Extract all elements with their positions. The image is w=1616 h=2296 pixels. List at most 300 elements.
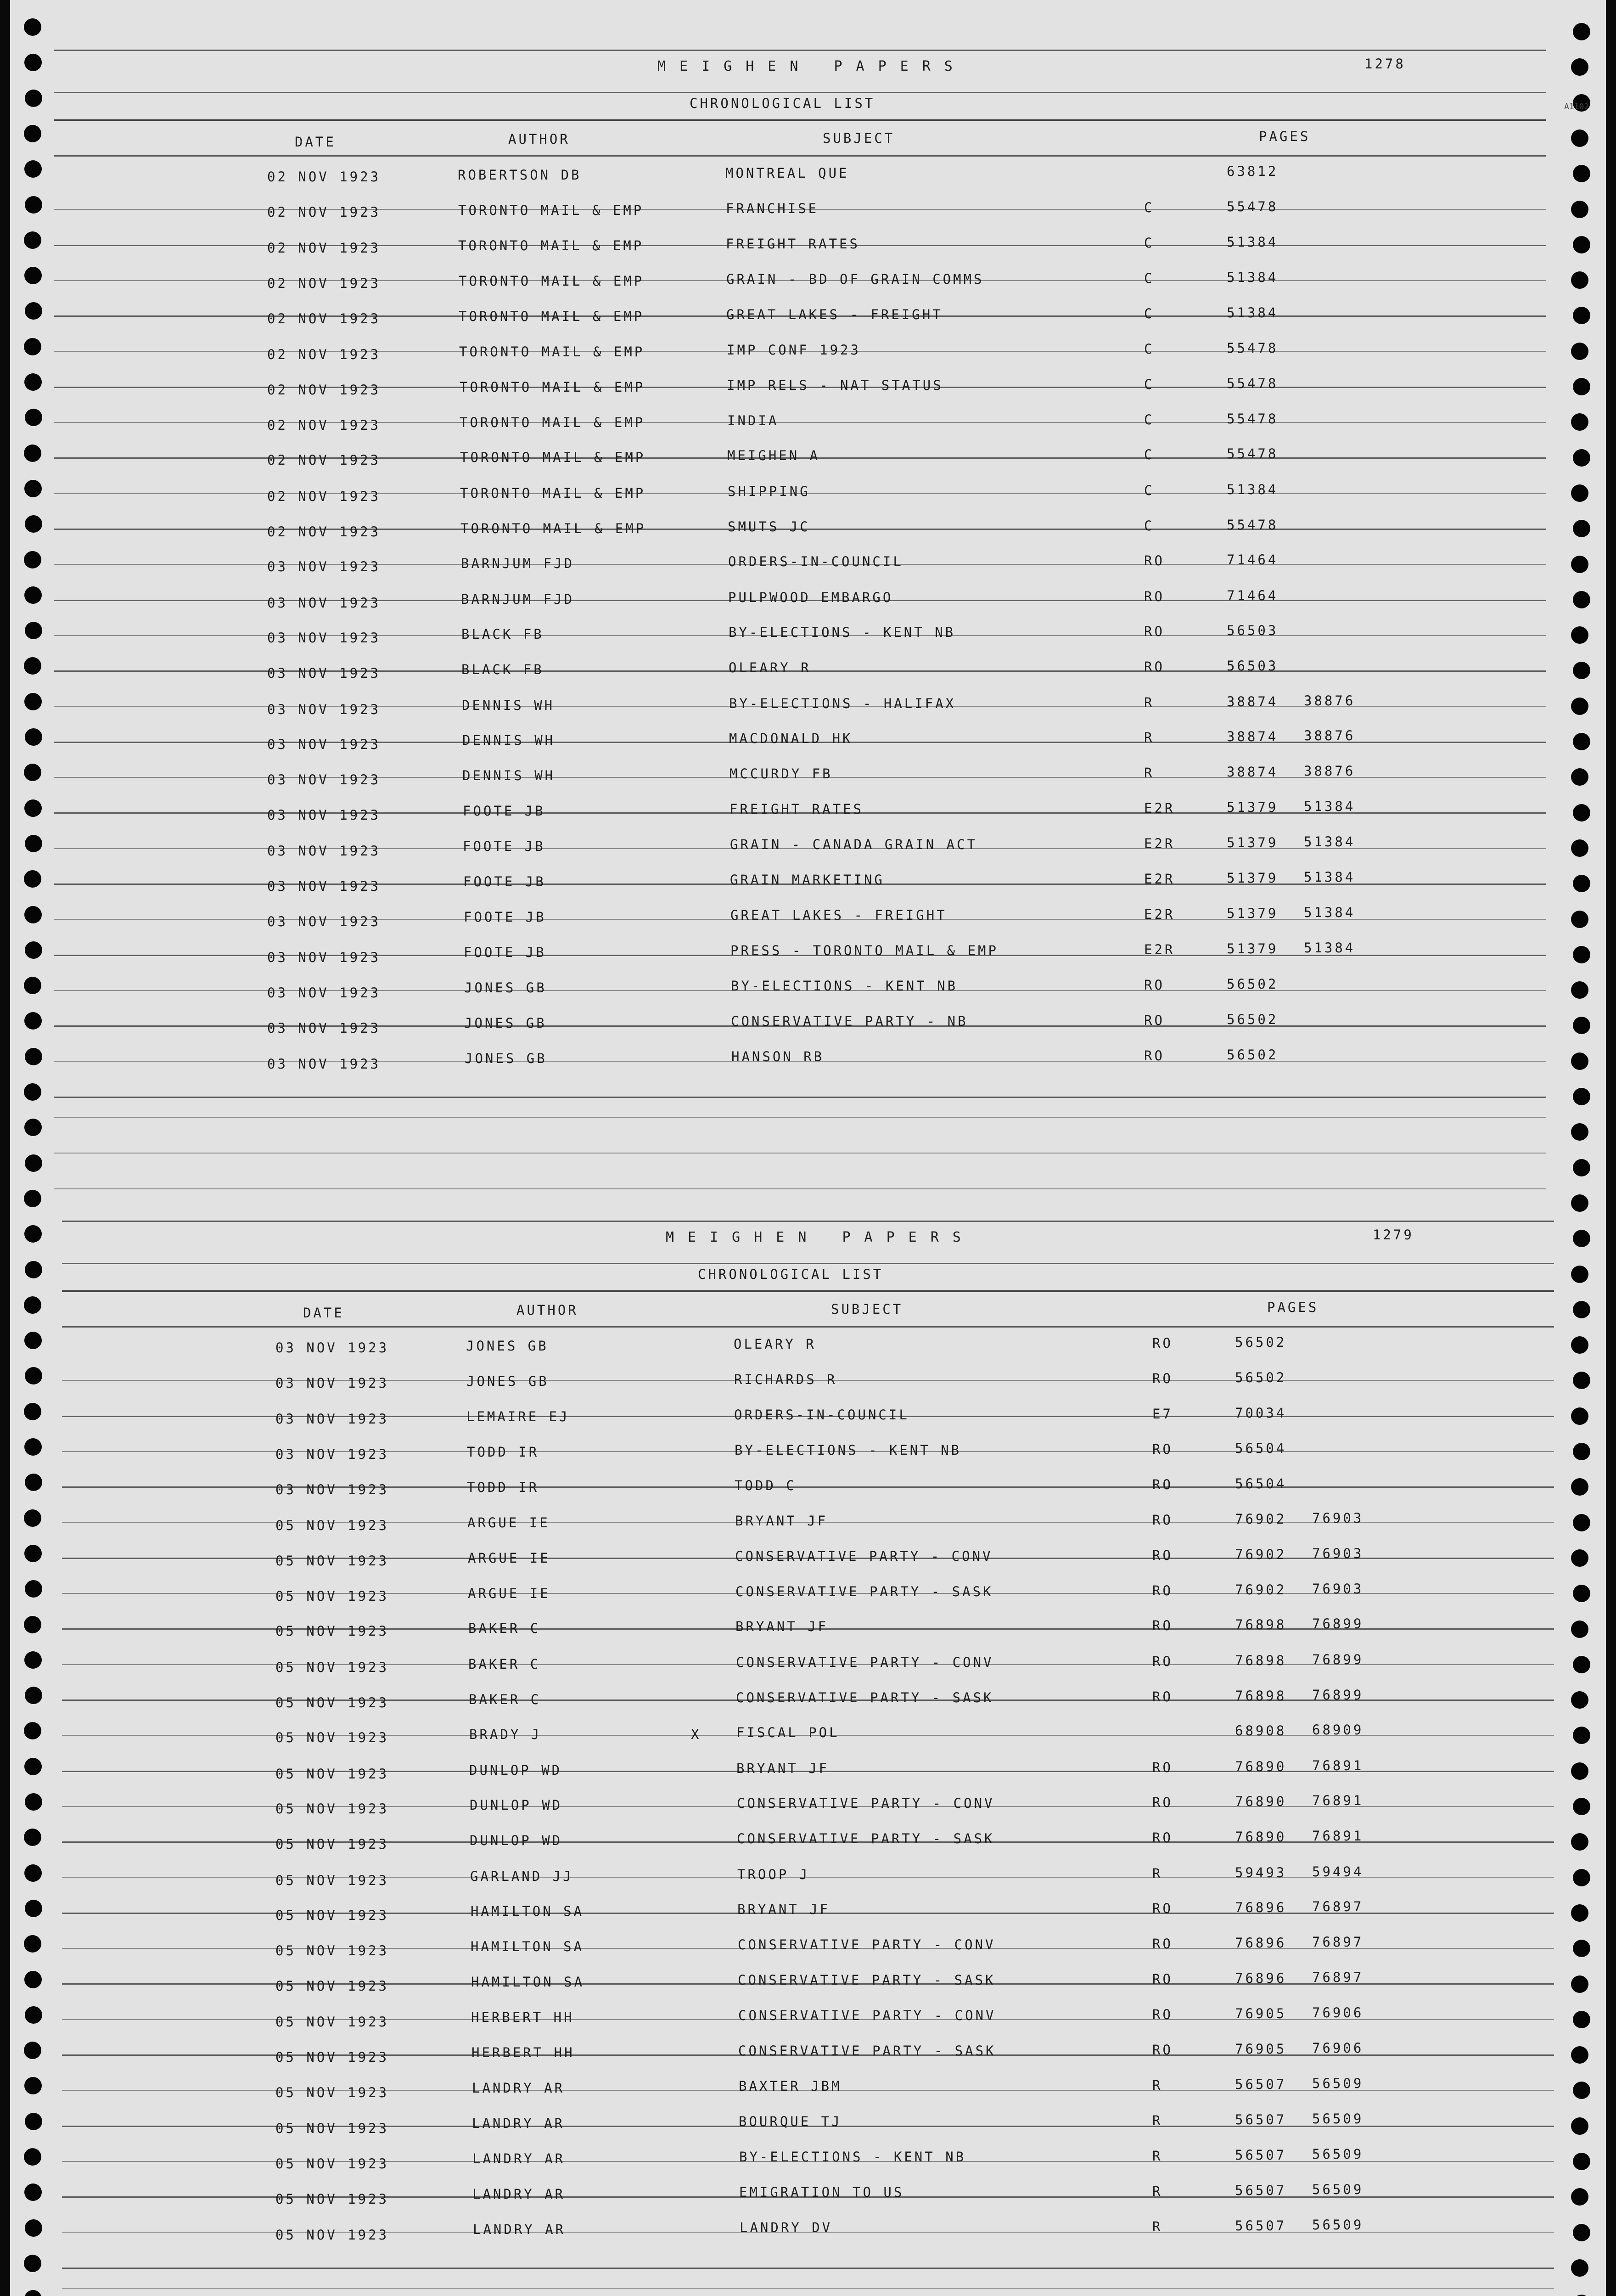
row-code: RO [1152,1759,1173,1775]
margin-mark: A1102 [1564,102,1589,112]
row-code: C [1144,482,1155,498]
row-page-end: 76897 [1312,1970,1364,1986]
row-subject: MEIGHEN A [727,448,820,464]
row-page-start: 76890 [1235,1829,1287,1845]
row-page-start: 56504 [1235,1476,1287,1492]
row-date: 05 NOV 1923 [275,1588,389,1604]
row-page-start: 59493 [1235,1864,1287,1880]
row-author: ARGUE IE [467,1514,550,1531]
row-code: RO [1152,1971,1173,1987]
row-author: JONES GB [466,1338,549,1354]
row-subject: SMUTS JC [728,519,810,535]
row-author: BLACK FB [461,626,544,642]
row-code: C [1144,412,1155,428]
row-date: 05 NOV 1923 [275,1730,389,1746]
row-author: JONES GB [465,1050,547,1066]
row-page-end: 59494 [1312,1863,1364,1880]
row-page-end: 56509 [1312,2110,1364,2127]
list-title: CHRONOLOGICAL LIST [690,96,875,111]
row-page-start: 51379 [1227,906,1279,922]
row-page-start: 76905 [1235,2005,1287,2021]
row-date: 05 NOV 1923 [275,1659,389,1675]
column-header-subject: SUBJECT [823,130,895,146]
row-code: RO [1152,1830,1173,1846]
row-page-start: 76898 [1235,1688,1287,1704]
row-subject: BAXTER JBM [739,2078,842,2094]
row-subject: CONSERVATIVE PARTY - SASK [736,1690,994,1705]
row-subject: OLEARY R [734,1336,816,1352]
row-page-end: 76906 [1312,2040,1364,2056]
row-subject: BOURQUE TJ [739,2113,842,2129]
row-date: 02 NOV 1923 [267,452,381,468]
row-date: 03 NOV 1923 [267,736,381,752]
row-date: 03 NOV 1923 [267,1020,381,1036]
row-page-start: 56504 [1235,1440,1287,1456]
row-author: LANDRY AR [472,2115,565,2131]
row-code: RO [1144,659,1165,675]
row-date: 03 NOV 1923 [275,1446,389,1462]
row-code: RO [1144,588,1165,604]
row-author: BAKER C [468,1656,541,1672]
row-author: LANDRY AR [472,2186,566,2202]
row-code: C [1144,518,1155,534]
row-page-start: 55478 [1227,199,1279,215]
list-title: CHRONOLOGICAL LIST [698,1266,884,1282]
row-author: TORONTO MAIL & EMP [458,203,644,219]
row-page-start: 56502 [1227,1047,1279,1063]
row-subject: BY-ELECTIONS - KENT NB [731,978,958,994]
row-code: RO [1144,623,1165,639]
row-page-end: 56509 [1312,2182,1364,2198]
row-date: 03 NOV 1923 [275,1340,389,1356]
row-author: TORONTO MAIL & EMP [460,379,645,395]
row-code: C [1144,306,1155,322]
row-subject: MACDONALD HK [729,730,853,746]
row-date: 05 NOV 1923 [275,2014,389,2030]
row-author: FOOTE JB [463,838,545,854]
row-code: C [1144,341,1155,357]
row-subject: GREAT LAKES - FREIGHT [726,307,943,323]
header-rule [54,92,1546,93]
row-page-start: 51379 [1227,870,1279,886]
row-page-start: 76902 [1235,1546,1287,1562]
list-title-rule [62,1290,1554,1292]
row-subject: CONSERVATIVE PARTY - SASK [738,1972,996,1988]
row-date: 05 NOV 1923 [275,2120,389,2136]
row-page-start: 56507 [1235,2217,1287,2234]
row-author: LANDRY AR [472,2080,565,2096]
row-subject: GRAIN - CANADA GRAIN ACT [730,836,978,852]
row-page-end: 76897 [1312,1898,1364,1914]
row-author: JONES GB [466,1373,549,1390]
row-page-start: 68908 [1235,1723,1287,1739]
row-date: 02 NOV 1923 [267,382,381,398]
row-code: R [1152,2183,1163,2200]
row-subject: CONSERVATIVE PARTY - SASK [737,1831,995,1847]
row-page-end: 56509 [1312,2146,1364,2162]
row-subject: INDIA [727,413,779,429]
row-code: R [1152,2112,1163,2128]
row-subject: CONSERVATIVE PARTY - NB [731,1013,968,1030]
row-page-start: 76898 [1235,1652,1287,1668]
row-date: 03 NOV 1923 [267,701,381,717]
row-code: C [1144,270,1155,286]
list-title-rule [54,119,1546,121]
row-subject: ORDERS-IN-COUNCIL [734,1407,909,1423]
row-code: RO [1152,2006,1173,2022]
row-subject: CONSERVATIVE PARTY - CONV [736,1654,994,1670]
row-date: 02 NOV 1923 [267,346,381,362]
row-page-start: 51379 [1227,940,1279,957]
row-page-end: 38876 [1304,763,1356,779]
row-author: TORONTO MAIL & EMP [459,309,645,325]
row-page-start: 56503 [1227,658,1279,674]
row-page-end: 51384 [1304,833,1356,850]
row-page-start: 76896 [1235,1899,1287,1915]
row-date: 02 NOV 1923 [267,488,381,504]
row-code: RO [1152,1618,1173,1634]
row-page-end: 38876 [1304,727,1356,743]
row-subject: FISCAL POL [736,1725,840,1741]
row-subject: PRESS - TORONTO MAIL & EMP [730,942,999,958]
row-code: C [1144,447,1155,463]
row-page-start: 55478 [1227,340,1279,356]
row-code: R [1144,694,1155,710]
row-page-end: 51384 [1304,940,1356,956]
row-subject: CONSERVATIVE PARTY - CONV [735,1548,993,1564]
page-number: 1278 [1364,56,1406,72]
row-page-start: 71464 [1227,587,1279,603]
row-subject: GRAIN MARKETING [730,872,885,888]
row-subject: CONSERVATIVE PARTY - CONV [737,1795,995,1811]
row-author: TORONTO MAIL & EMP [459,273,645,289]
row-page-end: 56509 [1312,2076,1364,2092]
row-code: RO [1152,1371,1173,1387]
row-date: 02 NOV 1923 [267,275,381,291]
row-subject: ORDERS-IN-COUNCIL [728,554,903,570]
row-date: 05 NOV 1923 [275,1872,389,1888]
row-page-end: 76899 [1312,1616,1364,1632]
blank-rule [54,1153,1546,1154]
printout-paper [10,0,1606,2296]
row-author: HAMILTON SA [471,1903,584,1919]
row-date: 05 NOV 1923 [275,1623,389,1639]
row-page-start: 56503 [1227,622,1279,638]
list-row [10,375,1606,424]
row-page-start: 56507 [1235,2147,1287,2163]
column-header-pages: PAGES [1259,129,1311,144]
row-page-end: 51384 [1304,869,1356,885]
row-page-start: 51384 [1227,481,1279,497]
row-author: TORONTO MAIL & EMP [460,415,645,431]
row-code: R [1152,2077,1163,2093]
row-author: LANDRY AR [473,2221,566,2237]
row-page-start: 55478 [1227,411,1279,427]
row-date: 03 NOV 1923 [267,843,381,859]
row-page-start: 51379 [1227,799,1279,816]
row-code: C [1144,200,1155,216]
row-subject: OLEARY R [729,660,811,676]
row-author: JONES GB [464,979,547,996]
row-author: FOOTE JB [463,803,545,819]
column-header-subject: SUBJECT [831,1301,903,1317]
row-subject: TODD C [735,1478,797,1494]
row-page-end: 76891 [1312,1792,1364,1808]
row-author: BAKER C [468,1621,541,1637]
row-date: 05 NOV 1923 [275,2227,389,2243]
row-subject: FRANCHISE [726,201,819,217]
row-author: LEMAIRE EJ [466,1408,570,1424]
row-code: RO [1152,1477,1173,1493]
row-page-end: 51384 [1304,799,1356,815]
row-page-start: 76905 [1235,2041,1287,2057]
row-page-start: 63812 [1227,163,1279,179]
row-page-start: 55478 [1227,375,1279,391]
row-subject: MCCURDY FB [729,766,833,782]
row-page-start: 71464 [1227,552,1279,568]
row-subject: BRYANT JF [737,1901,830,1917]
column-header-rule [62,1326,1554,1328]
row-code: RO [1144,1013,1165,1029]
list-row [10,1047,1606,1098]
row-page-end: 56509 [1312,2217,1364,2233]
column-header-date: DATE [295,134,336,150]
listing-sheet [10,1171,1606,2296]
row-subject: PULPWOOD EMBARGO [728,589,893,605]
row-page-end: 76903 [1312,1510,1364,1526]
row-code: C [1144,235,1155,251]
row-author: TODD IR [467,1480,539,1496]
row-page-start: 76890 [1235,1758,1287,1774]
row-page-end: 76903 [1312,1545,1364,1561]
row-page-start: 55478 [1227,517,1279,533]
row-page-start: 55478 [1227,446,1279,462]
row-code: RO [1152,1547,1173,1563]
row-author: DUNLOP WD [470,1797,563,1813]
row-date: 05 NOV 1923 [275,1695,389,1711]
row-subject: SHIPPING [728,483,810,499]
row-page-start: 56502 [1227,1012,1279,1028]
row-author: TORONTO MAIL & EMP [459,343,645,360]
row-subject: BY-ELECTIONS - KENT NB [729,624,956,640]
row-code: RO [1144,553,1165,569]
row-page-start: 51384 [1227,269,1279,285]
row-page-start: 51379 [1227,834,1279,850]
row-author: HERBERT HH [471,2045,575,2060]
row-author: BARNJUM FJD [461,591,575,607]
row-page-start: 38874 [1227,764,1279,780]
row-subject: BRYANT JF [735,1619,829,1635]
row-subject: CONSERVATIVE PARTY - SASK [738,2043,996,2059]
row-subject: BY-ELECTIONS - HALIFAX [729,695,956,711]
row-subject: CONSERVATIVE PARTY - SASK [735,1584,993,1600]
row-subject: GREAT LAKES - FREIGHT [730,907,947,923]
row-code: RO [1144,1047,1165,1064]
row-page-start: 76890 [1235,1793,1287,1809]
perforation-line [62,1221,1554,1222]
row-page-start: 76896 [1235,1935,1287,1951]
row-date: 03 NOV 1923 [275,1482,389,1498]
header-rule [62,1263,1554,1264]
row-date: 05 NOV 1923 [275,1836,389,1852]
row-page-end: 38876 [1304,692,1356,709]
row-date: 03 NOV 1923 [267,665,381,681]
row-code: RO [1152,2042,1173,2058]
row-page-start: 76896 [1235,1970,1287,1986]
row-date: 02 NOV 1923 [267,169,381,185]
row-code: R [1144,729,1155,745]
row-code: RO [1152,1936,1173,1952]
row-code: E2R [1144,800,1175,816]
row-subject: TROOP J [737,1866,810,1882]
row-code: RO [1152,1583,1173,1599]
row-code: RO [1152,1794,1173,1810]
row-rule [54,1097,1546,1098]
column-header-pages: PAGES [1267,1300,1319,1315]
row-code: RO [1152,1441,1173,1457]
row-subject: RICHARDS R [734,1372,837,1388]
row-date: 05 NOV 1923 [275,1801,389,1817]
row-author: BRADY J [469,1727,542,1743]
row-code: RO [1152,1512,1173,1528]
row-flag: X [691,1727,701,1743]
row-date: 03 NOV 1923 [267,807,381,823]
row-subject: CONSERVATIVE PARTY - CONV [738,1937,996,1953]
row-author: HAMILTON SA [471,1974,585,1990]
row-author: ROBERTSON DB [458,167,582,183]
listing-sheet [10,0,1606,1176]
row-code: RO [1144,977,1165,993]
row-code: RO [1152,1653,1173,1669]
row-date: 05 NOV 1923 [275,2085,389,2101]
row-page-start: 56507 [1235,2183,1287,2199]
row-date: 02 NOV 1923 [267,240,381,256]
row-code: R [1144,765,1155,781]
row-page-end: 76897 [1312,1934,1364,1950]
row-page-start: 76898 [1235,1617,1287,1633]
row-subject: CONSERVATIVE PARTY - CONV [738,2007,996,2023]
row-author: DUNLOP WD [469,1762,562,1778]
row-date: 03 NOV 1923 [275,1375,389,1391]
row-author: BLACK FB [461,662,544,678]
row-subject: BY-ELECTIONS - KENT NB [739,2149,966,2165]
row-author: BAKER C [469,1692,541,1707]
column-header-date: DATE [303,1305,344,1321]
row-author: JONES GB [464,1015,547,1031]
column-header-author: AUTHOR [516,1302,578,1318]
row-subject: FREIGHT RATES [729,801,864,817]
row-code: RO [1152,1335,1173,1351]
row-page-end: 76903 [1312,1581,1364,1597]
row-subject: IMP RELS - NAT STATUS [727,377,943,393]
row-date: 05 NOV 1923 [275,1553,389,1569]
row-code: E2R [1144,906,1175,923]
row-author: DENNIS WH [462,768,556,784]
row-code: R [1152,2218,1163,2234]
row-rule [62,2268,1554,2269]
row-page-start: 56502 [1227,976,1279,992]
row-date: 05 NOV 1923 [275,2191,389,2207]
row-author: DENNIS WH [462,732,556,748]
row-date: 05 NOV 1923 [275,2049,389,2065]
row-date: 05 NOV 1923 [275,1907,389,1923]
row-author: DUNLOP WD [470,1833,563,1849]
row-date: 03 NOV 1923 [267,559,381,575]
row-date: 05 NOV 1923 [275,1766,389,1782]
row-page-end: 76891 [1312,1828,1364,1844]
row-author: FOOTE JB [464,909,546,925]
row-date: 02 NOV 1923 [267,311,381,327]
blank-rule [62,2288,1554,2289]
row-date: 02 NOV 1923 [267,417,381,433]
row-date: 02 NOV 1923 [267,204,381,220]
row-date: 03 NOV 1923 [267,985,381,1001]
row-page-start: 56507 [1235,2111,1287,2127]
row-date: 03 NOV 1923 [267,1056,381,1072]
row-date: 03 NOV 1923 [267,914,381,930]
row-subject: LANDRY DV [740,2219,833,2235]
row-page-start: 56502 [1235,1370,1287,1386]
row-code: C [1144,376,1155,392]
row-author: LANDRY AR [472,2150,566,2167]
row-date: 03 NOV 1923 [267,595,381,611]
row-date: 05 NOV 1923 [275,2155,389,2172]
row-page-end: 51384 [1304,905,1356,921]
row-date: 03 NOV 1923 [267,630,381,646]
row-subject: EMIGRATION TO US [739,2184,904,2200]
row-author: ARGUE IE [468,1550,550,1566]
page-number: 1279 [1373,1227,1414,1243]
row-date: 05 NOV 1923 [275,1517,389,1533]
row-author: TODD IR [467,1444,539,1460]
row-page-start: 51384 [1227,305,1279,321]
column-header-rule [54,155,1546,157]
list-row [10,1440,1606,1488]
row-page-end: 76891 [1312,1757,1364,1773]
row-date: 03 NOV 1923 [275,1411,389,1427]
row-page-end: 76906 [1312,2004,1364,2020]
row-subject: FREIGHT RATES [726,236,860,252]
row-author: DENNIS WH [462,697,555,713]
row-code: RO [1152,1689,1173,1705]
row-date: 02 NOV 1923 [267,524,381,540]
row-author: TORONTO MAIL & EMP [460,485,646,501]
row-subject: GRAIN - BD OF GRAIN COMMS [726,271,984,287]
row-page-start: 38874 [1227,693,1279,709]
row-code: E7 [1152,1406,1173,1422]
row-page-start: 56507 [1235,2077,1287,2093]
row-author: ARGUE IE [468,1586,550,1602]
row-page-start: 56502 [1235,1334,1287,1350]
row-author: GARLAND JJ [470,1868,573,1884]
row-page-start: 76902 [1235,1582,1287,1598]
row-page-end: 76899 [1312,1651,1364,1667]
row-author: HAMILTON SA [471,1939,584,1955]
row-code: E2R [1144,871,1175,887]
row-date: 03 NOV 1923 [267,772,381,788]
row-date: 03 NOV 1923 [267,878,381,894]
row-author: FOOTE JB [464,944,546,960]
sheet-title: MEIGHEN PAPERS [666,1229,975,1245]
row-author: HERBERT HH [471,2009,574,2025]
row-code: R [1152,1865,1163,1881]
row-page-start: 38874 [1227,728,1279,744]
perforation-line [54,50,1546,51]
row-page-end: 68909 [1312,1722,1364,1738]
row-code: RO [1152,1900,1173,1916]
row-author: TORONTO MAIL & EMP [458,237,644,253]
row-code: E2R [1144,835,1175,851]
